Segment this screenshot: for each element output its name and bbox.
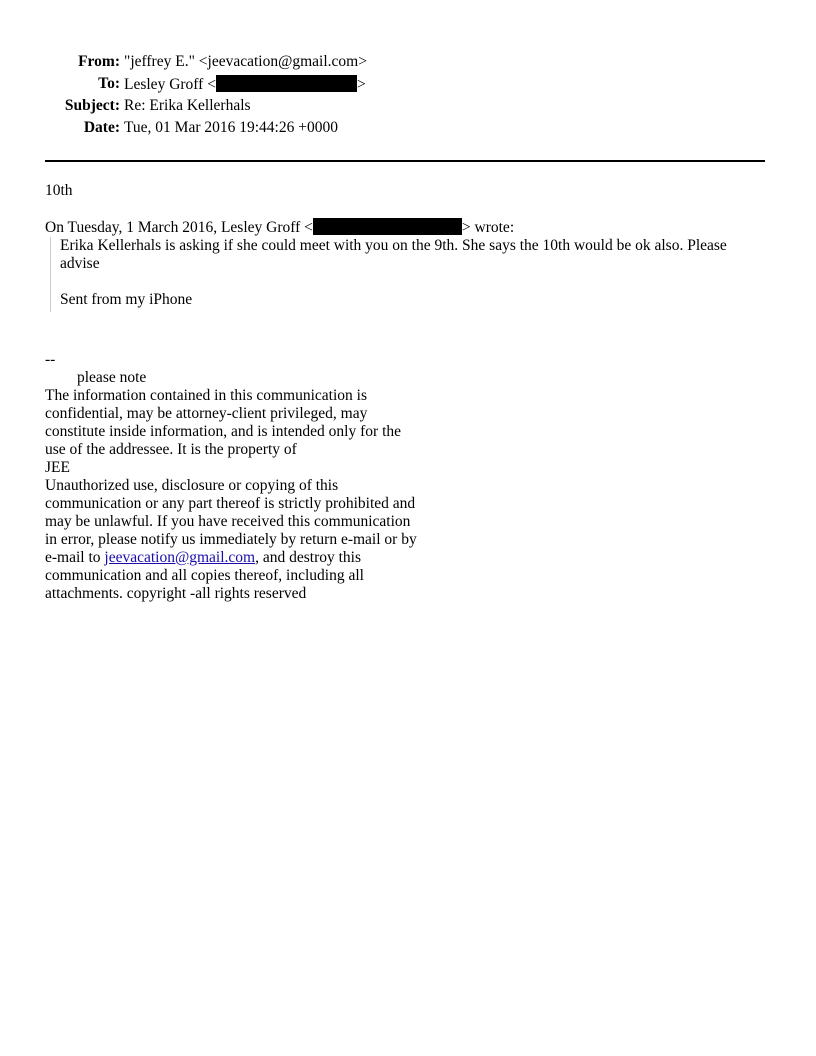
date-label: Date: (83, 119, 120, 136)
disclaimer-text-end: , and destroy this communication and all copies thereof, including all attachments. copyright -all rights reserved (45, 549, 364, 602)
quote-attribution (45, 218, 765, 237)
date-row (45, 119, 367, 141)
from-value: "jeffrey E." <jeevacation@gmail.com> (124, 53, 367, 70)
email-footer (45, 351, 765, 603)
disclaimer-part1: The information contained in this communication is confidential, may be attorney-client privileged, may constitute inside information, and is intended only for the use of the addressee. It is the property of (45, 387, 402, 458)
date-value: Tue, 01 Mar 2016 19:44:26 +0000 (124, 119, 338, 136)
email-link[interactable]: jeevacation@gmail.com (104, 549, 256, 566)
signature-separator: -- (45, 351, 56, 368)
redaction-bar (313, 218, 462, 235)
owner-initials: JEE (45, 459, 70, 476)
quoted-message-block (50, 237, 765, 312)
from-label: From: (78, 53, 120, 70)
reply-text: 10th (45, 182, 73, 199)
subject-label: Subject: (64, 97, 120, 114)
email-header (45, 53, 367, 141)
subject-value: Re: Erika Kellerhals (124, 97, 251, 114)
disclaimer-text: Unauthorized use, disclosure or copying of this communication or any part thereof is strictly prohibited and may be unlawful. If you have received this communication in error, please notify us immediately by return e-mail or by e-mail to (45, 477, 417, 566)
quoted-signature: Sent from my iPhone (60, 291, 193, 308)
subject-row (45, 97, 367, 119)
attribution-suffix: > wrote: (461, 219, 515, 236)
to-row (45, 75, 367, 97)
disclaimer-part2 (45, 477, 425, 603)
quoted-message: Erika Kellerhals is asking if she could meet with you on the 9th. She says the 10th would be ok also. Please advise (60, 237, 727, 272)
to-name: Lesley Groff < (124, 76, 216, 93)
note-heading: please note (77, 369, 147, 386)
header-divider (45, 160, 765, 162)
attribution-prefix: On Tuesday, 1 March 2016, Lesley Groff < (45, 219, 313, 236)
to-label: To: (98, 75, 120, 92)
to-close-bracket: > (356, 76, 366, 93)
from-row (45, 53, 367, 75)
to-value (124, 75, 367, 97)
redaction-bar (216, 75, 357, 92)
email-body (45, 182, 765, 603)
